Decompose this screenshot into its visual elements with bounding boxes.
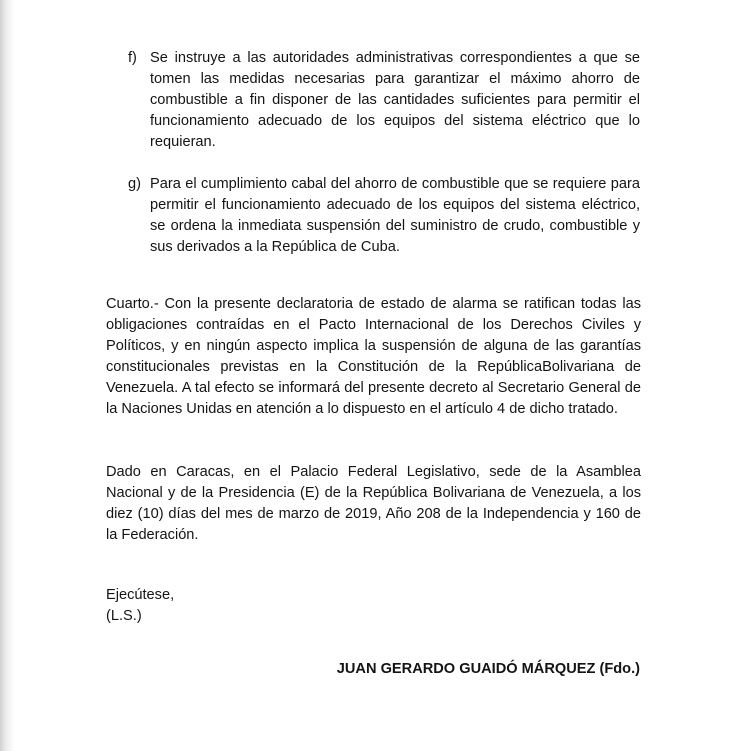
- item-letter: g): [128, 176, 141, 192]
- item-text: Para el cumplimiento cabal del ahorro de combustible que se requiere para permitir el funcionamiento adecuado de los equipos del sistema eléctrico, se ordena la inmediata suspensión del suministro de crudo, combustible y sus derivados a la República de Cuba.: [150, 176, 640, 255]
- page-edge-shadow: [0, 0, 14, 751]
- list-item-f: [128, 48, 640, 153]
- paragraph-cuarto: Cuarto.- Con la presente declaratoria de estado de alarma se ratifican todas las obligaciones contraídas en el Pacto Internacional de los Derechos Civiles y Políticos, y en ningún aspecto implica la suspensión de alguna de las garantías constitucionales previstas en la Constitución de la RepúblicaBolivariana de Venezuela. A tal efecto se informará del presente decreto al Secretario General de la Naciones Unidas en atención a lo dispuesto en el artículo 4 de dicho tratado.: [106, 296, 641, 417]
- paragraph-dado: Dado en Caracas, en el Palacio Federal Legislativo, sede de la Asamblea Nacional y de la Presidencia (E) de la República Bolivariana de Venezuela, a los diez (10) días del mes de marzo de 2019, Año 208 de la Independencia y 160 de la Federación.: [106, 464, 641, 543]
- closing-ejecutese: Ejecútese,: [106, 587, 175, 603]
- signature-line: JUAN GERARDO GUAIDÓ MÁRQUEZ (Fdo.): [336, 661, 640, 677]
- item-text: Se instruye a las autoridades administrativas correspondientes a que se tomen las medidas necesarias para garantizar el máximo ahorro de combustible a fin disponer de las cantidades suficientes para permitir el funcionamiento adecuado de los equipos del sistema eléctrico que lo requieran.: [150, 50, 640, 150]
- item-letter: f): [128, 50, 137, 66]
- closing-ls: (L.S.): [106, 608, 142, 624]
- list-item-g: [128, 174, 640, 258]
